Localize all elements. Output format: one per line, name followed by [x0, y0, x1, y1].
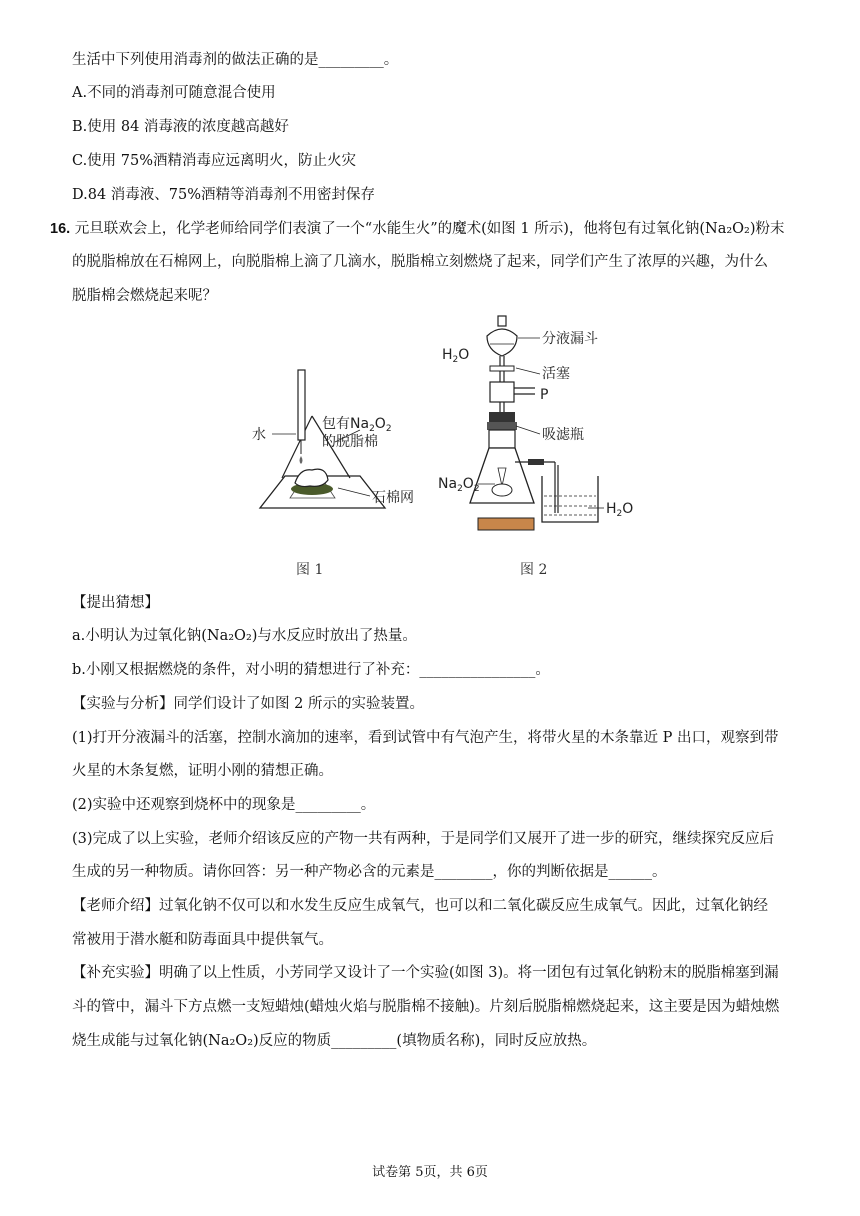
experiment-2: (2)实验中还观察到烧杯中的现象是_________。 [72, 797, 376, 813]
experiment-heading: 【实验与分析】同学们设计了如图 2 所示的实验装置。 [72, 696, 424, 712]
label-h2o-beaker: $H_2O$ [606, 501, 634, 519]
question-number: 16. [50, 221, 71, 237]
dropper-icon [298, 370, 305, 440]
label-funnel: 分液漏斗 [542, 331, 598, 347]
label-flask: 吸滤瓶 [542, 427, 584, 443]
test-tube-icon [492, 484, 512, 496]
figure-1-caption: 图 1 [296, 562, 324, 578]
experiment-1-line-2: 火星的木条复燃，证明小刚的猜想正确。 [72, 763, 333, 779]
label-na2o2: $Na_2O_2$ [438, 476, 480, 494]
q15-option-b: B.使用 84 消毒液的浓度越高越好 [72, 119, 289, 135]
teacher-intro-line-2: 常被用于潜水艇和防毒面具中提供氧气。 [72, 932, 333, 948]
teacher-intro-line-1: 【老师介绍】过氧化钠不仅可以和水发生反应生成氧气，也可以和二氧化碳反应生成氧气。因此，过氧化钠经 [72, 898, 768, 914]
figure-2 [438, 316, 633, 578]
rubber-stopper [489, 412, 515, 422]
q16-intro-line-2: 的脱脂棉放在石棉网上，向脱脂棉上滴了几滴水，脱脂棉立刻燃烧了起来，同学们产生了浓厚的兴趣，为什么 [72, 254, 768, 270]
figure-illustrations [240, 308, 640, 583]
figure-2-caption: 图 2 [520, 562, 548, 578]
q16-intro-text: 元旦联欢会上，化学老师给同学们表演了一个“水能生火”的魔术(如图 1 所示)，他将包有过氧化钠(Na₂O₂)粉末 [74, 221, 785, 237]
experiment-3-line-2: 生成的另一种物质。请你回答：另一种产物必含的元素是________，你的判断依据是______。 [72, 864, 667, 880]
label-water: 水 [252, 427, 266, 443]
label-p-outlet: P [540, 387, 549, 403]
separatory-funnel-icon [487, 329, 517, 356]
supplement-line-2: 斗的管中，漏斗下方点燃一支短蜡烛(蜡烛火焰与脱脂棉不接触)。片刻后脱脂棉燃烧起来，这主要是因为蜡烛燃 [72, 999, 780, 1015]
supplement-line-1: 【补充实验】明确了以上性质，小芳同学又设计了一个实验(如图 3)。将一团包有过氧化钠粉末的脱脂棉塞到漏 [72, 965, 779, 981]
q15-option-a: A.不同的消毒剂可随意混合使用 [72, 85, 276, 101]
rubber-tube [528, 459, 544, 465]
experiment-1-line-1: (1)打开分液漏斗的活塞，控制水滴加的速率，看到试管中有气泡产生，将带火星的木条靠近 P 出口，观察到带 [72, 730, 779, 746]
tube-joint [490, 382, 514, 402]
q15-option-c: C.使用 75%酒精消毒应远离明火，防止火灾 [72, 153, 357, 169]
figures [240, 308, 640, 583]
supplement-line-3: 烧生成能与过氧化钠(Na₂O₂)反应的物质_________(填物质名称)，同时反应放热。 [72, 1033, 597, 1049]
hypothesis-b: b.小刚又根据燃烧的条件，对小明的猜想进行了补充：________________。 [72, 662, 550, 678]
figure-1 [252, 370, 414, 578]
hypothesis-a: a.小明认为过氧化钠(Na₂O₂)与水反应时放出了热量。 [72, 628, 417, 644]
q16-intro-line-3: 脱脂棉会燃烧起来呢？ [72, 288, 217, 304]
label-gauze: 石棉网 [372, 490, 414, 506]
label-stopcock: 活塞 [542, 366, 570, 382]
q16-intro-line-1 [50, 219, 785, 239]
cotton-icon [295, 469, 328, 486]
funnel-stopper [498, 316, 506, 326]
hypothesis-heading: 【提出猜想】 [72, 595, 159, 611]
wooden-block [478, 518, 534, 530]
label-h2o-funnel: $H_2O$ [442, 347, 470, 365]
label-cotton-line-1: 包有$Na_2O_2$ [322, 416, 392, 434]
q15-stem: 生活中下列使用消毒剂的做法正确的是_________。 [72, 52, 399, 68]
q15-option-d: D.84 消毒液、75%酒精等消毒剂不用密封保存 [72, 187, 376, 203]
flask-neck [489, 430, 515, 448]
stopcock-icon [490, 366, 514, 371]
water-drop-icon [300, 456, 303, 464]
page-footer: 试卷第 5页，共 6页 [372, 1165, 488, 1180]
label-cotton-line-2: 的脱脂棉 [322, 434, 378, 450]
experiment-3-line-1: (3)完成了以上实验，老师介绍该反应的产物一共有两种，于是同学们又展开了进一步的研究，继续探究反应后 [72, 831, 775, 847]
